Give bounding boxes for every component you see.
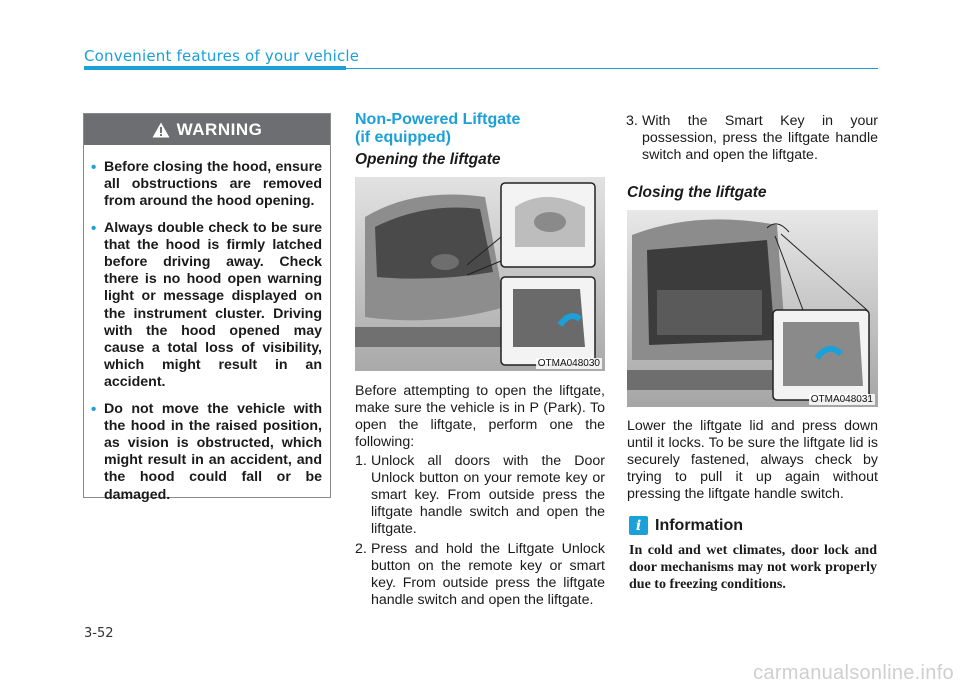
section-title: Non-Powered Liftgate (if equipped) <box>355 111 521 146</box>
info-icon: i <box>629 516 648 535</box>
opening-steps-col3 <box>626 113 878 167</box>
chapter-title: Convenient features of your vehicle <box>84 47 360 65</box>
information-text: In cold and wet climates, door lock and door mechanisms may not work properly due to freezing conditions. <box>629 543 877 592</box>
opening-liftgate-photo <box>355 177 605 371</box>
opening-steps-col2 <box>355 453 605 612</box>
header-rule <box>84 66 346 70</box>
car-rear-illustration <box>355 177 605 371</box>
information-title: Information <box>655 516 743 534</box>
header-rule-thin <box>346 68 878 69</box>
list-item: 1. Unlock all doors with the Door Unlock button on your remote key or smart key. From outside press the liftgate handle switch and open the liftgate. <box>355 453 605 537</box>
watermark: carmanualsonline.info <box>753 662 954 684</box>
warning-item: • Before closing the hood, ensure all obstructions are removed from around the hood opening. <box>91 159 322 210</box>
opening-heading: Opening the liftgate <box>355 151 501 168</box>
car-open-liftgate-illustration <box>627 210 878 407</box>
closing-liftgate-photo <box>627 210 878 407</box>
warning-item: • Do not move the vehicle with the hood in the raised position, as vision is obstructed, which might result in an accident, and the hood could fall or be damaged. <box>91 400 322 503</box>
list-item: 2. Press and hold the Liftgate Unlock button on the remote key or smart key. From outside press the liftgate handle switch and open the liftgate. <box>355 541 605 608</box>
page-number: 3-52 <box>84 626 114 641</box>
closing-heading: Closing the liftgate <box>627 184 767 201</box>
image-code: OTMA048030 <box>537 358 600 369</box>
warning-box <box>83 113 331 503</box>
warning-header <box>84 114 330 145</box>
warning-triangle-icon <box>152 122 170 138</box>
closing-text: Lower the liftgate lid and press down until it locks. To be sure the liftgate lid is securely fastened, always check by trying to pull it up again without pressing the liftgate handle switch. <box>627 418 878 502</box>
information-header <box>629 516 743 535</box>
image-code: OTMA048031 <box>810 394 873 405</box>
list-item: 3. With the Smart Key in your possession, press the liftgate handle switch and open the liftgate. <box>626 113 878 163</box>
warning-title: WARNING <box>176 119 263 139</box>
warning-list <box>84 145 330 504</box>
warning-item: • Always double check to be sure that the hood is firmly latched before driving away. Check there is no hood open warning light or message displayed on the instrument cluster. Driving with the hood opened may cause a total loss of visibility, which might result in an accident. <box>91 219 322 391</box>
opening-intro: Before attempting to open the liftgate, make sure the vehicle is in P (Park). To open the liftgate, perform one the following: <box>355 383 605 450</box>
